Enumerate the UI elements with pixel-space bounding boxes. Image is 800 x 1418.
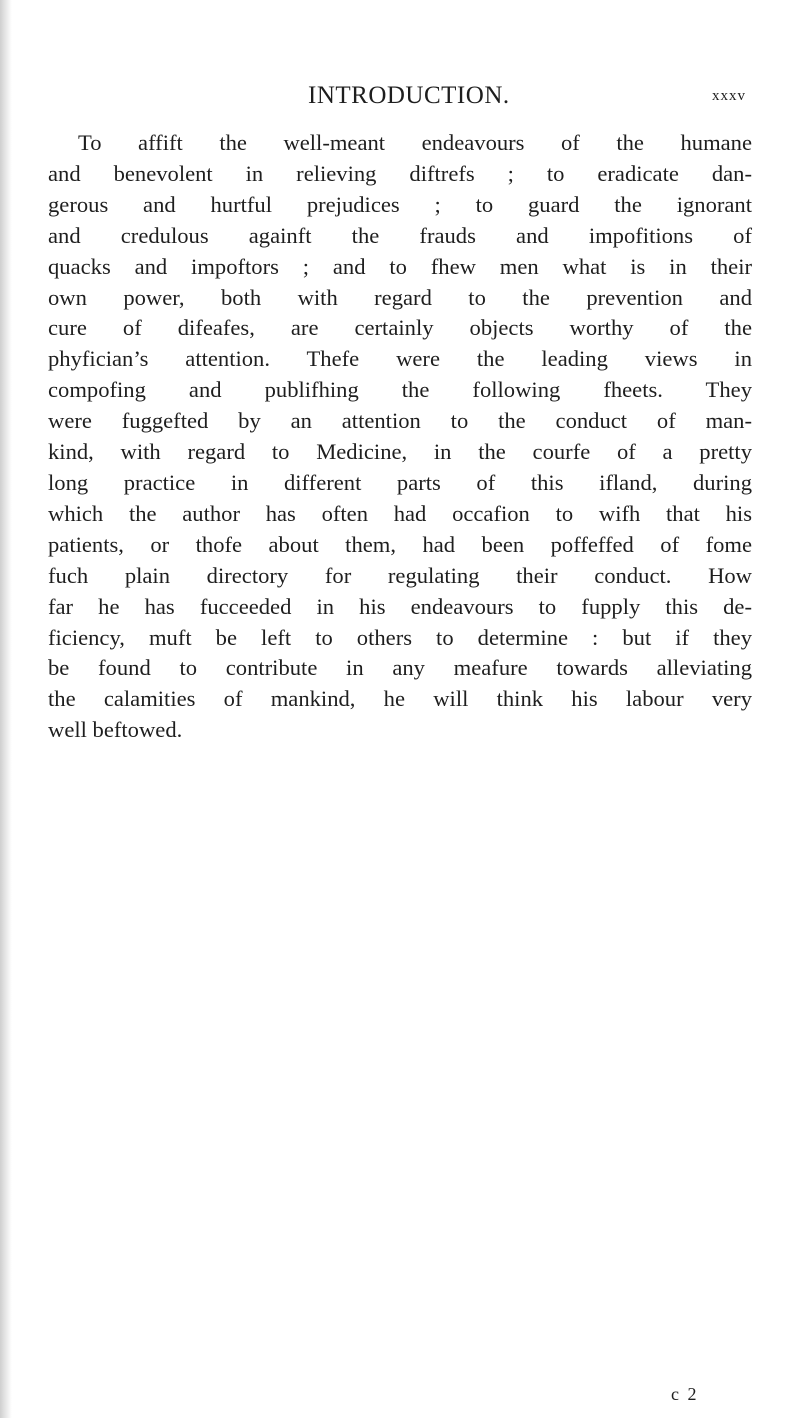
text-line: kind, with regard to Medicine, in the courfe of a pretty <box>48 439 752 465</box>
text-line: long practice in different parts of this ifland, during <box>48 469 752 495</box>
text-line: phyfician’s attention. Thefe were the leading views in <box>48 346 752 372</box>
text-line: To affift the well-meant endeavours of the humane <box>78 130 752 155</box>
text-line: quacks and impoftors ; and to fhew men what is in their <box>48 253 752 279</box>
text-line: ficiency, muft be left to others to determine : but if they <box>48 624 752 650</box>
text-line: gerous and hurtful prejudices ; to guard the ignorant <box>48 191 752 217</box>
page-title: INTRODUCTION. <box>308 82 510 109</box>
text-line: cure of difeafes, are certainly objects worthy of the <box>48 315 752 341</box>
signature-mark: c 2 <box>671 1384 699 1404</box>
page-edge-shadow <box>0 0 12 1418</box>
page-number: xxxv <box>712 88 746 104</box>
text-line: which the author has often had occafion to wifh that his <box>48 500 752 526</box>
text-line: and credulous againft the frauds and impofitions of <box>48 222 752 248</box>
text-line: patients, or thofe about them, had been poffeffed of fome <box>48 531 752 557</box>
text-line: well beftowed. <box>48 717 183 743</box>
running-head <box>0 82 800 118</box>
text-line: far he has fucceeded in his endeavours to fupply this de- <box>48 593 752 619</box>
text-line: were fuggefted by an attention to the conduct of man- <box>48 408 752 434</box>
text-line: compofing and publifhing the following fheets. They <box>48 377 752 403</box>
text-line: fuch plain directory for regulating their conduct. How <box>48 562 752 588</box>
text-line: the calamities of mankind, he will think his labour very <box>48 686 752 712</box>
body-paragraph <box>48 128 752 746</box>
text-line: own power, both with regard to the prevention and <box>48 284 752 310</box>
text-line: be found to contribute in any meafure towards alleviating <box>48 655 752 681</box>
text-line: and benevolent in relieving diftrefs ; to eradicate dan- <box>48 160 752 186</box>
